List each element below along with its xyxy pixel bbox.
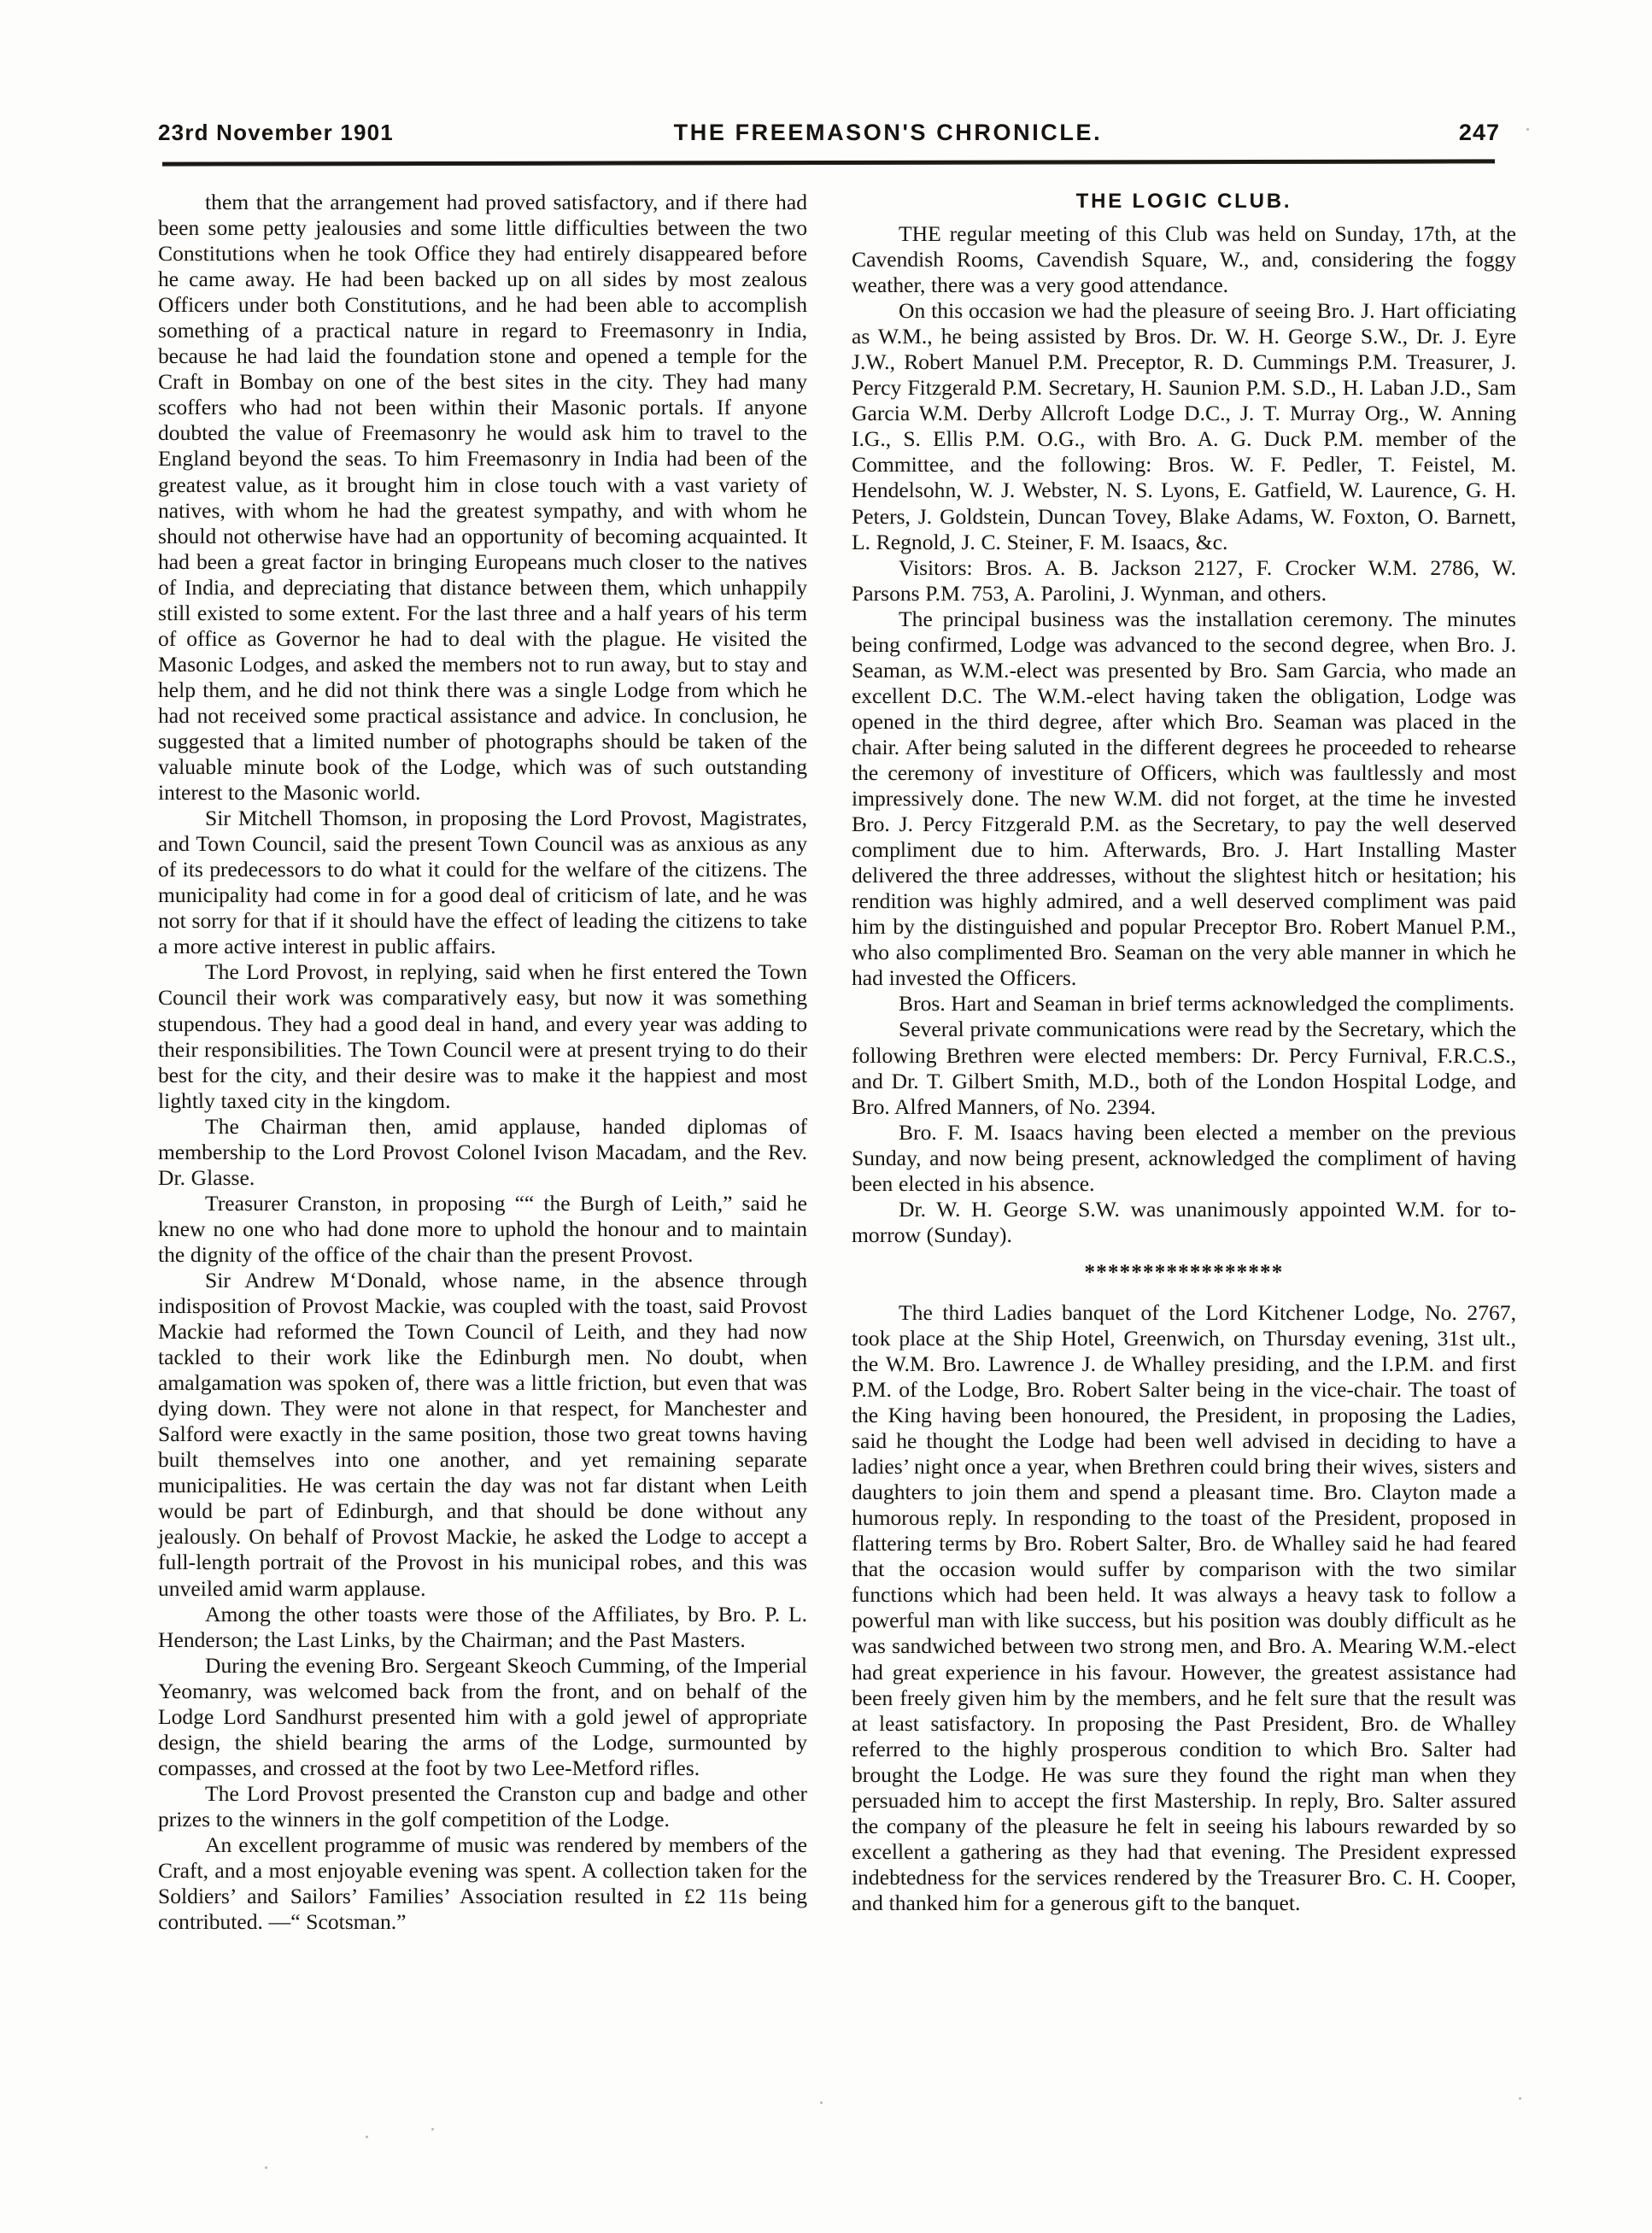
asterisk-section-divider: ***************** (1084, 1260, 1284, 1284)
article-columns (158, 190, 1516, 1935)
paragraph: The Lord Provost presented the Cranston cup and badge and other prizes to the winners in the golf competition of the Lodge. (158, 1780, 807, 1832)
masthead (158, 120, 1500, 146)
masthead-publication-title: THE FREEMASON'S CHRONICLE. (673, 120, 1103, 145)
paragraph: During the evening Bro. Sergeant Skeoch Cumming, of the Imperial Yeomanry, was welcomed back from the front, and on behalf of the Lodge Lord Sandhurst presented him with a gold jewel of appropriate design, the shield bearing the arms of the Lodge, surmounted by compasses, and crossed at the foot by two Lee-Metford rifles. (158, 1652, 807, 1780)
paragraph: An excellent programme of music was rendered by members of the Craft, and a most enjoyable evening was spent. A collection taken for the Soldiers’ and Sailors’ Families’ Association resulted in £2 11s being contributed. —“ Scotsman.” (158, 1832, 807, 1935)
paragraph: them that the arrangement had proved satisfactory, and if there had been some petty jealousies and some little difficulties between the two Constitutions when he took Office they had entirely disappeared before he came away. He had been backed up on all sides by most zealous Officers under both Constitutions, and he had been able to accomplish something of a practical nature in regard to Freemasonry in India, because he had laid the foundation stone and opened a temple for the Craft in Bombay on one of the best sites in the city. They had many scoffers who had not been within their Masonic portals. If anyone doubted the value of Freemasonry he would ask him to travel to the England beyond the seas. To him Freemasonry in India had been of the greatest value, as it brought him in close touch with a vast variety of natives, with whom he had the greatest sympathy, and with whom he should not otherwise have had an opportunity of becoming acquainted. It had been a great factor in bringing Europeans much closer to the natives of India, and depreciating that distance between them, which unhappily still existed to some extent. For the last three and a half years of his term of office as Governor he had to deal with the plague. He visited the Masonic Lodges, and asked the members not to run away, but to stay and help them, and he did not think there was a single Lodge from which he had not received some practical assistance and advice. In conclusion, he suggested that a limited number of photographs should be taken of the valuable minute book of the Lodge, which was of such outstanding interest to the Masonic world. (158, 190, 807, 806)
paragraph: The principal business was the installation ceremony. The minutes being confirmed, Lodge was advanced to the second degree, when Bro. J. Seaman, as W.M.-elect was presented by Bro. Sam Garcia, who made an excellent D.C. The W.M.-elect having taken the obligation, Lodge was opened in the third degree, after which Bro. Seaman was placed in the chair. After being saluted in the different degrees he proceeded to rehearse the ceremony of investiture of Officers, which was faultlessly and most impressively done. The new W.M. did not forget, at the time he invested Bro. J. Percy Fitzgerald P.M. as the Secretary, to pay the well deserved compliment due to him. Afterwards, Bro. J. Hart Installing Master delivered the three addresses, without the slightest hitch or hesitation; his rendition was highly admired, and a well deserved compliment was paid him by the distinguished and popular Preceptor Bro. Robert Manuel P.M., who also complimented Bro. Seaman on the very able manner in which he had invested the Officers. (852, 606, 1516, 991)
paragraph: Bro. F. M. Isaacs having been elected a member on the previous Sunday, and now being present, acknowledged the compliment of having been elected in his absence. (852, 1119, 1516, 1196)
scan-speckle (1519, 2097, 1521, 2100)
paragraph: The third Ladies banquet of the Lord Kitchener Lodge, No. 2767, took place at the Ship Hotel, Greenwich, on Thursday evening, 31st ult., the W.M. Bro. Lawrence J. de Whalley presiding, and the I.P.M. and first P.M. of the Lodge, Bro. Robert Salter being in the vice-chair. The toast of the King having been honoured, the President, in proposing the Ladies, said he thought the Lodge had been well advised in deciding to have a ladies’ night once a year, when Brethren could bring their wives, sisters and daughters to join them and spend a pleasant time. Bro. Clayton made a humorous reply. In responding to the toast of the President, proposed in flattering terms by Bro. Robert Salter, Bro. de Whalley said he had feared that the occasion would suffer by comparison with the two similar functions which had been held. It was always a heavy task to follow a powerful man with like success, but his position was doubly difficult as he was sandwiched between two strong men, and Bro. A. Mearing W.M.-elect had great experience in his favour. However, the greatest assistance had been freely given him by the members, and he felt sure that the result was at least satisfactory. In proposing the Past President, Bro. de Whalley referred to the highly prosperous condition to which Bro. Salter had brought the Lodge. He was sure they found the right man when they persuaded him to accept the first Mastership. In reply, Bro. Salter assured the company of the pleasure he felt in seeing his labours rewarded by so excellent a gathering as they had that evening. The President expressed indebtedness for the services rendered by the Treasurer Bro. C. H. Cooper, and thanked him for a generous gift to the banquet. (852, 1299, 1516, 1915)
masthead-page-number: 247 (1458, 120, 1500, 145)
paragraph: Sir Mitchell Thomson, in proposing the Lord Provost, Magistrates, and Town Council, said the present Town Council was as anxious as any of its predecessors to do what it could for the welfare of the citizens. The municipality had come in for a good deal of criticism of late, and he was not sorry for that if it should have the effect of leading the citizens to take a more active interest in public affairs. (158, 806, 807, 959)
scan-speckle (265, 2166, 267, 2169)
left-column (158, 190, 807, 1935)
paragraph: Among the other toasts were those of the Affiliates, by Bro. P. L. Henderson; the Last Links, by the Chairman; and the Past Masters. (158, 1601, 807, 1652)
paragraph: Dr. W. H. George S.W. was unanimously appointed W.M. for to-morrow (Sunday). (852, 1196, 1516, 1247)
right-column (852, 190, 1516, 1935)
section-heading-logic-club: THE LOGIC CLUB. (1075, 190, 1292, 213)
masthead-date: 23rd November 1901 (158, 120, 394, 145)
masthead-divider-rule (162, 159, 1495, 166)
paragraph: The Lord Provost, in replying, said when he first entered the Town Council their work was comparatively easy, but now it was something stupendous. They had a good deal in hand, and every year was adding to their responsibilities. The Town Council were at present trying to do their best for the city, and their desire was to make it the happiest and most lightly taxed city in the kingdom. (158, 959, 807, 1113)
paragraph: Sir Andrew M‘Donald, whose name, in the absence through indisposition of Provost Mackie, was coupled with the toast, said Provost Mackie had reformed the Town Council of Leith, and they had now tackled to their work like the Edinburgh men. No doubt, when amalgamation was spoken of, there was a little friction, but even that was dying down. They were not alone in that respect, for Manchester and Salford were exactly in the same position, those two great towns having built themselves into one another, and yet remaining separate municipalities. He was certain the day was not far distant when Leith would be part of Edinburgh, and that should be done without any jealously. On behalf of Provost Mackie, he asked the Lodge to accept a full-length portrait of the Provost in his municipal robes, and this was unveiled amid warm applause. (158, 1267, 807, 1601)
paragraph: Visitors: Bros. A. B. Jackson 2127, F. Crocker W.M. 2786, W. Parsons P.M. 753, A. Parolini, J. Wynman, and others. (852, 554, 1516, 606)
paragraph: Treasurer Cranston, in proposing ““ the Burgh of Leith,” said he knew no one who had done more to uphold the honour and to maintain the dignity of the office of the chair than the present Provost. (158, 1190, 807, 1267)
scan-speckle (820, 2101, 823, 2104)
scan-speckle (1526, 128, 1529, 131)
paragraph: Bros. Hart and Seaman in brief terms acknowledged the compliments. (899, 991, 1514, 1017)
paragraph: Several private communications were read by the Secretary, which the following Brethren were elected members: Dr. Percy Furnival, F.R.C.S., and Dr. T. Gilbert Smith, M.D., both of the London Hospital Lodge, and Bro. Alfred Manners, of No. 2394. (852, 1017, 1516, 1119)
paragraph: The Chairman then, amid applause, handed diplomas of membership to the Lord Provost Colonel Ivison Macadam, and the Rev. Dr. Glasse. (158, 1113, 807, 1190)
paragraph: On this occasion we had the pleasure of seeing Bro. J. Hart officiating as W.M., he being assisted by Bros. Dr. W. H. George S.W., Dr. J. Eyre J.W., Robert Manuel P.M. Preceptor, R. D. Cummings P.M. Treasurer, J. Percy Fitzgerald P.M. Secretary, H. Saunion P.M. S.D., H. Laban J.D., Sam Garcia W.M. Derby Allcroft Lodge D.C., J. T. Murray Org., W. Anning I.G., S. Ellis P.M. O.G., with Bro. A. G. Duck P.M. member of the Committee, and the following: Bros. W. F. Pedler, T. Feistel, M. Hendelsohn, W. J. Webster, N. S. Lyons, E. Gatfield, W. Laurence, G. H. Peters, J. Goldstein, Duncan Tovey, Blake Adams, W. Foxton, O. Barnett, L. Regnold, J. C. Steiner, F. M. Isaacs, &c. (852, 298, 1516, 554)
paragraph: THE regular meeting of this Club was held on Sunday, 17th, at the Cavendish Rooms, Cavendish Square, W., and, considering the foggy weather, there was a very good attendance. (852, 221, 1516, 298)
scan-speckle (431, 2128, 434, 2130)
scan-speckle (366, 2136, 368, 2138)
